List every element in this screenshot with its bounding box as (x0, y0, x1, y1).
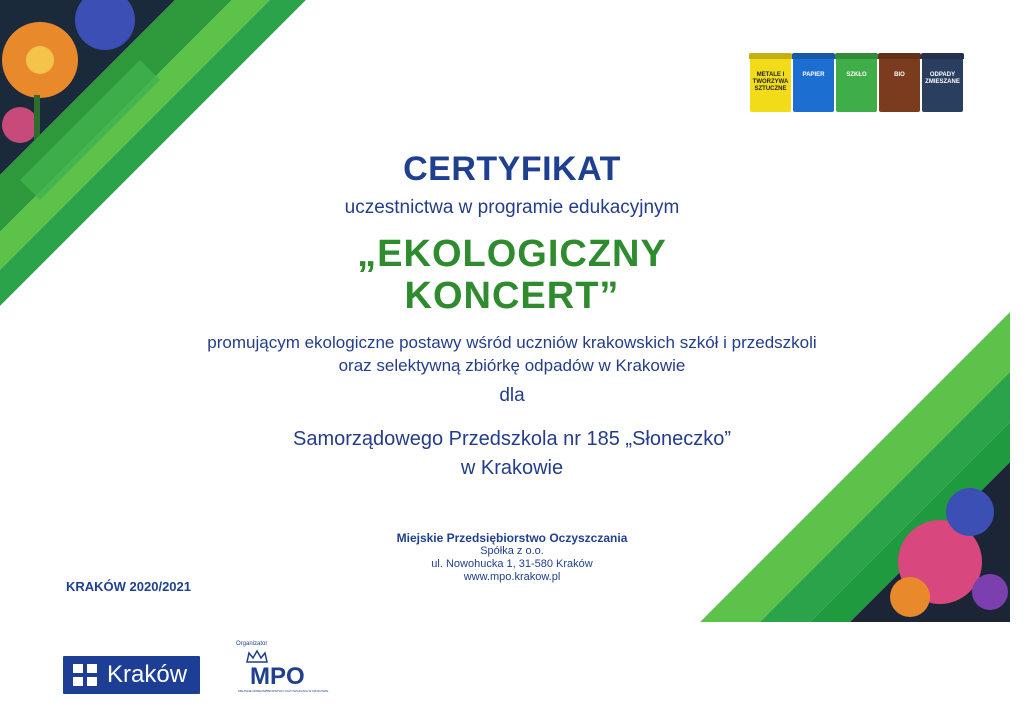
mpo-logo-subtitle: MIEJSKIE PRZEDSIĘBIORSTWO OCZYSZCZANIA W KRAKOWIE (238, 689, 329, 693)
organizer-name: Miejskie Przedsiębiorstwo Oczyszczania (396, 531, 628, 545)
mpo-logo-text: MPO (250, 663, 305, 690)
bin-label: METALE I TWORZYWA SZTUCZNE (752, 72, 789, 92)
bin-paper (793, 58, 834, 112)
organizer-caption: Organizator (236, 641, 268, 647)
bin-lid (749, 53, 792, 59)
bin-lid (835, 53, 878, 59)
bin-lid (921, 53, 964, 59)
bin-glass (836, 58, 877, 112)
bin-label: SZKŁO (846, 72, 867, 78)
organizer-address: ul. Nowohucka 1, 31-580 Kraków (431, 558, 593, 570)
organizer-company-form: Spółka z o.o. (480, 545, 544, 557)
bin-label: PAPIER (802, 72, 825, 78)
organizer-website[interactable]: www.mpo.krakow.pl (463, 571, 561, 583)
description-line1: promującym ekologiczne postawy wśród uczniów krakowskich szkół i przedszkoli (207, 333, 817, 352)
bin-lid (792, 53, 835, 59)
crown-icon (246, 649, 268, 663)
certificate-subtitle: uczestnictwa w programie edukacyjnym (344, 197, 680, 218)
bin-lid (878, 53, 921, 59)
waste-bins (748, 52, 966, 118)
bin-label: BIO (894, 72, 905, 78)
certificate-title: CERTYFIKAT (403, 150, 621, 188)
recipient-line1: Samorządowego Przedszkola nr 185 „Słoneczko” (293, 428, 731, 450)
krakow-emblem-icon (73, 664, 97, 686)
recipient-line2: w Krakowie (460, 457, 564, 479)
krakow-logo-text: Kraków (107, 661, 188, 688)
program-name-line1: „EKOLOGICZNY (357, 233, 667, 275)
for-word: dla (499, 385, 525, 406)
bin-label: ODPADY ZMIESZANE (925, 72, 960, 85)
certificate-year: KRAKÓW 2020/2021 (66, 579, 191, 594)
bin-mixed (922, 58, 963, 112)
mpo-logo (232, 641, 342, 701)
program-name-line2: KONCERT” (404, 275, 620, 317)
bin-bio (879, 58, 920, 112)
bin-metals-plastics (750, 58, 791, 112)
krakow-logo (63, 656, 200, 694)
description-line2: oraz selektywną zbiórkę odpadów w Krakowie (338, 356, 686, 375)
